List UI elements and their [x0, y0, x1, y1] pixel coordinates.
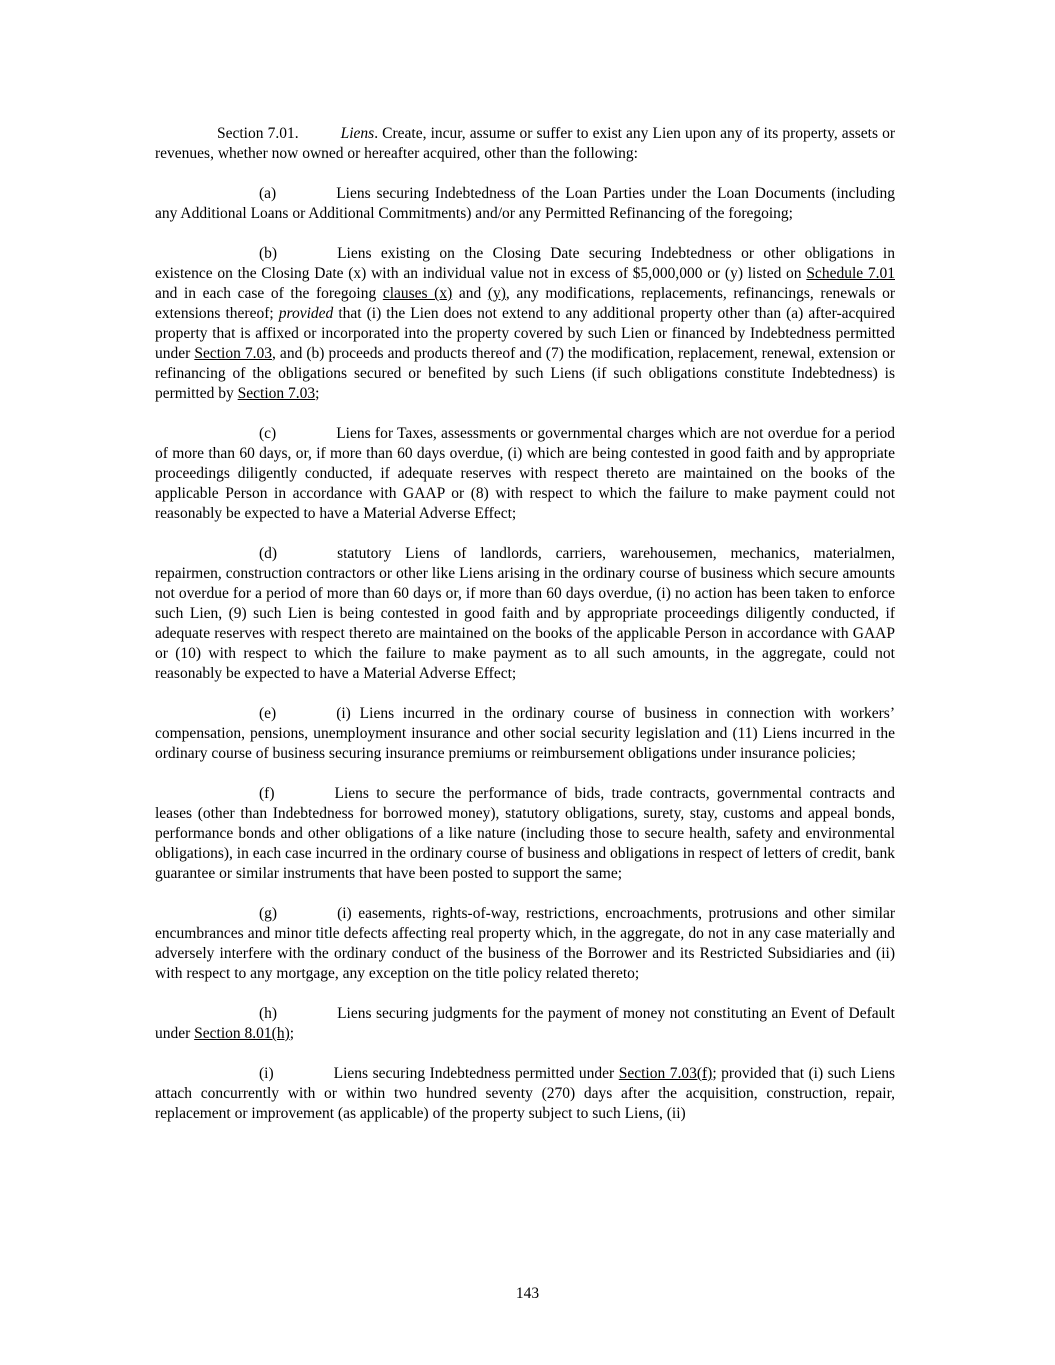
clause-text: Liens securing judgments for the payment of money not constituting an Event of Default under [155, 1005, 895, 1042]
clause-text: Liens existing on the Closing Date securing Indebtedness or other obligations in existence on the Closing Date (x) with an individual value not in excess of $5,000,000 or (y) listed on [155, 245, 895, 282]
section-7-01-paragraph [155, 124, 895, 164]
clause-text: ; provided that (i) such Liens attach concurrently with or within two hundred seventy (270) days after the acquisition, construction, repair, replacement or improvement (as applicable) of the property subject to such Liens, (ii) [155, 1065, 895, 1122]
clause-label: (h) [259, 1005, 278, 1022]
clause-text: Liens for Taxes, assessments or governmental charges which are not overdue for a period of more than 60 days, or, if more than 60 days overdue, (i) which are being contested in good faith and by appropriate proceedings diligently conducted, if adequate reserves with respect thereto are maintained on the books of the applicable Person in accordance with GAAP or (8) with respect to which the failure to make payment could not reasonably be expected to have a Material Adverse Effect; [155, 425, 895, 522]
clause-label: (i) [259, 1065, 274, 1082]
clause-d [155, 544, 895, 684]
clause-e [155, 704, 895, 764]
section-intro-text: . Create, incur, assume or suffer to exist any Lien upon any of its property, assets or revenues, whether now owned or hereafter acquired, other than the following: [155, 125, 895, 162]
clause-text: (i) Liens incurred in the ordinary course of business in connection with workers’ compensation, pensions, unemployment insurance and other social security legislation and (11) Liens incurred in the ordinary course of business securing insurance premiums or reimbursement obligations under insurance policies; [155, 705, 895, 762]
clause-label: (b) [259, 245, 278, 262]
clause-label: (g) [259, 905, 278, 922]
clause-a [155, 184, 895, 224]
clauses-x-link[interactable]: clauses (x) [382, 285, 453, 302]
clause-h [155, 1004, 895, 1044]
clause-text: (i) easements, rights-of-way, restrictions, encroachments, protrusions and other similar encumbrances and minor title defects affecting real property which, in the aggregate, do not in any case materially and adversely interfere with the ordinary conduct of the business of the Borrower and its Restricted Subsidiaries and (ii) with respect to any mortgage, any exception on the title policy related thereto; [155, 905, 895, 982]
clause-label: (f) [259, 785, 275, 802]
clause-text: , any modifications, replacements, refinancings, renewals or extensions thereof; [155, 285, 895, 322]
clause-label: (a) [259, 185, 277, 202]
section-7-03-link[interactable]: Section 7.03 [194, 345, 273, 362]
clause-i [155, 1064, 895, 1124]
clause-text: Liens securing Indebtedness permitted under [333, 1065, 619, 1082]
clause-label: (e) [259, 705, 277, 722]
clause-g [155, 904, 895, 984]
clause-label: (c) [259, 425, 277, 442]
page-number: 143 [515, 1285, 540, 1302]
section-7-03-link[interactable]: Section 7.03 [237, 385, 316, 402]
provided-term: provided [278, 305, 334, 322]
clause-c [155, 424, 895, 524]
clause-text: Liens to secure the performance of bids, trade contracts, governmental contracts and leases (other than Indebtedness for borrowed money), statutory obligations, surety, stay, customs and appeal bonds, performance bonds and other obligations of a like nature (including those to secure health, safety and environmental obligations), in each case incurred in the ordinary course of business and obligations in respect of letters of credit, bank guarantee or similar instruments that have been posted to support the same; [155, 785, 895, 882]
schedule-7-01-link[interactable]: Schedule 7.01 [806, 265, 895, 282]
clause-text: that (i) the Lien does not extend to any additional property other than (a) after-acquired property that is affixed or incorporated into the property covered by such Lien or financed by Indebtedness permitted under [155, 305, 895, 362]
clause-text: ; [315, 385, 320, 402]
clause-y-link[interactable]: (y) [487, 285, 506, 302]
clause-text: and in each case of the foregoing [155, 285, 383, 302]
clause-f [155, 784, 895, 884]
document-page [155, 124, 895, 1144]
clause-text: and [452, 285, 488, 302]
clause-text: Liens securing Indebtedness of the Loan Parties under the Loan Documents (including any Additional Loans or Additional Commitments) and/or any Permitted Refinancing of the foregoing; [155, 185, 895, 222]
clause-text: ; [289, 1025, 295, 1042]
section-label: Section 7.01. [217, 125, 299, 142]
clause-b [155, 244, 895, 404]
clause-text: statutory Liens of landlords, carriers, warehousemen, mechanics, materialmen, repairmen, construction contractors or other like Liens arising in the ordinary course of business which secure amounts not overdue for a period of more than 60 days or, if more than 60 days overdue, (i) no action has been taken to enforce such Lien, (9) such Lien is being contested in good faith and by appropriate proceedings diligently conducted, if adequate reserves with respect thereto are maintained on the books of the applicable Person in accordance with GAAP or (10) with respect to which the failure to make payment as to all such amounts, in the aggregate, could not reasonably be expected to have a Material Adverse Effect; [155, 545, 895, 682]
section-8-01-h-link[interactable]: Section 8.01(h) [194, 1025, 290, 1042]
clause-label: (d) [259, 545, 278, 562]
section-heading: Liens [340, 125, 375, 142]
clause-text: , and (b) proceeds and products thereof and (7) the modification, replacement, renewal, extension or refinancing of the obligations secured or benefited by such Liens (if such obligations constitute Indebtedness) is permitted by [155, 345, 896, 402]
section-7-03-f-link[interactable]: Section 7.03(f) [618, 1065, 713, 1082]
